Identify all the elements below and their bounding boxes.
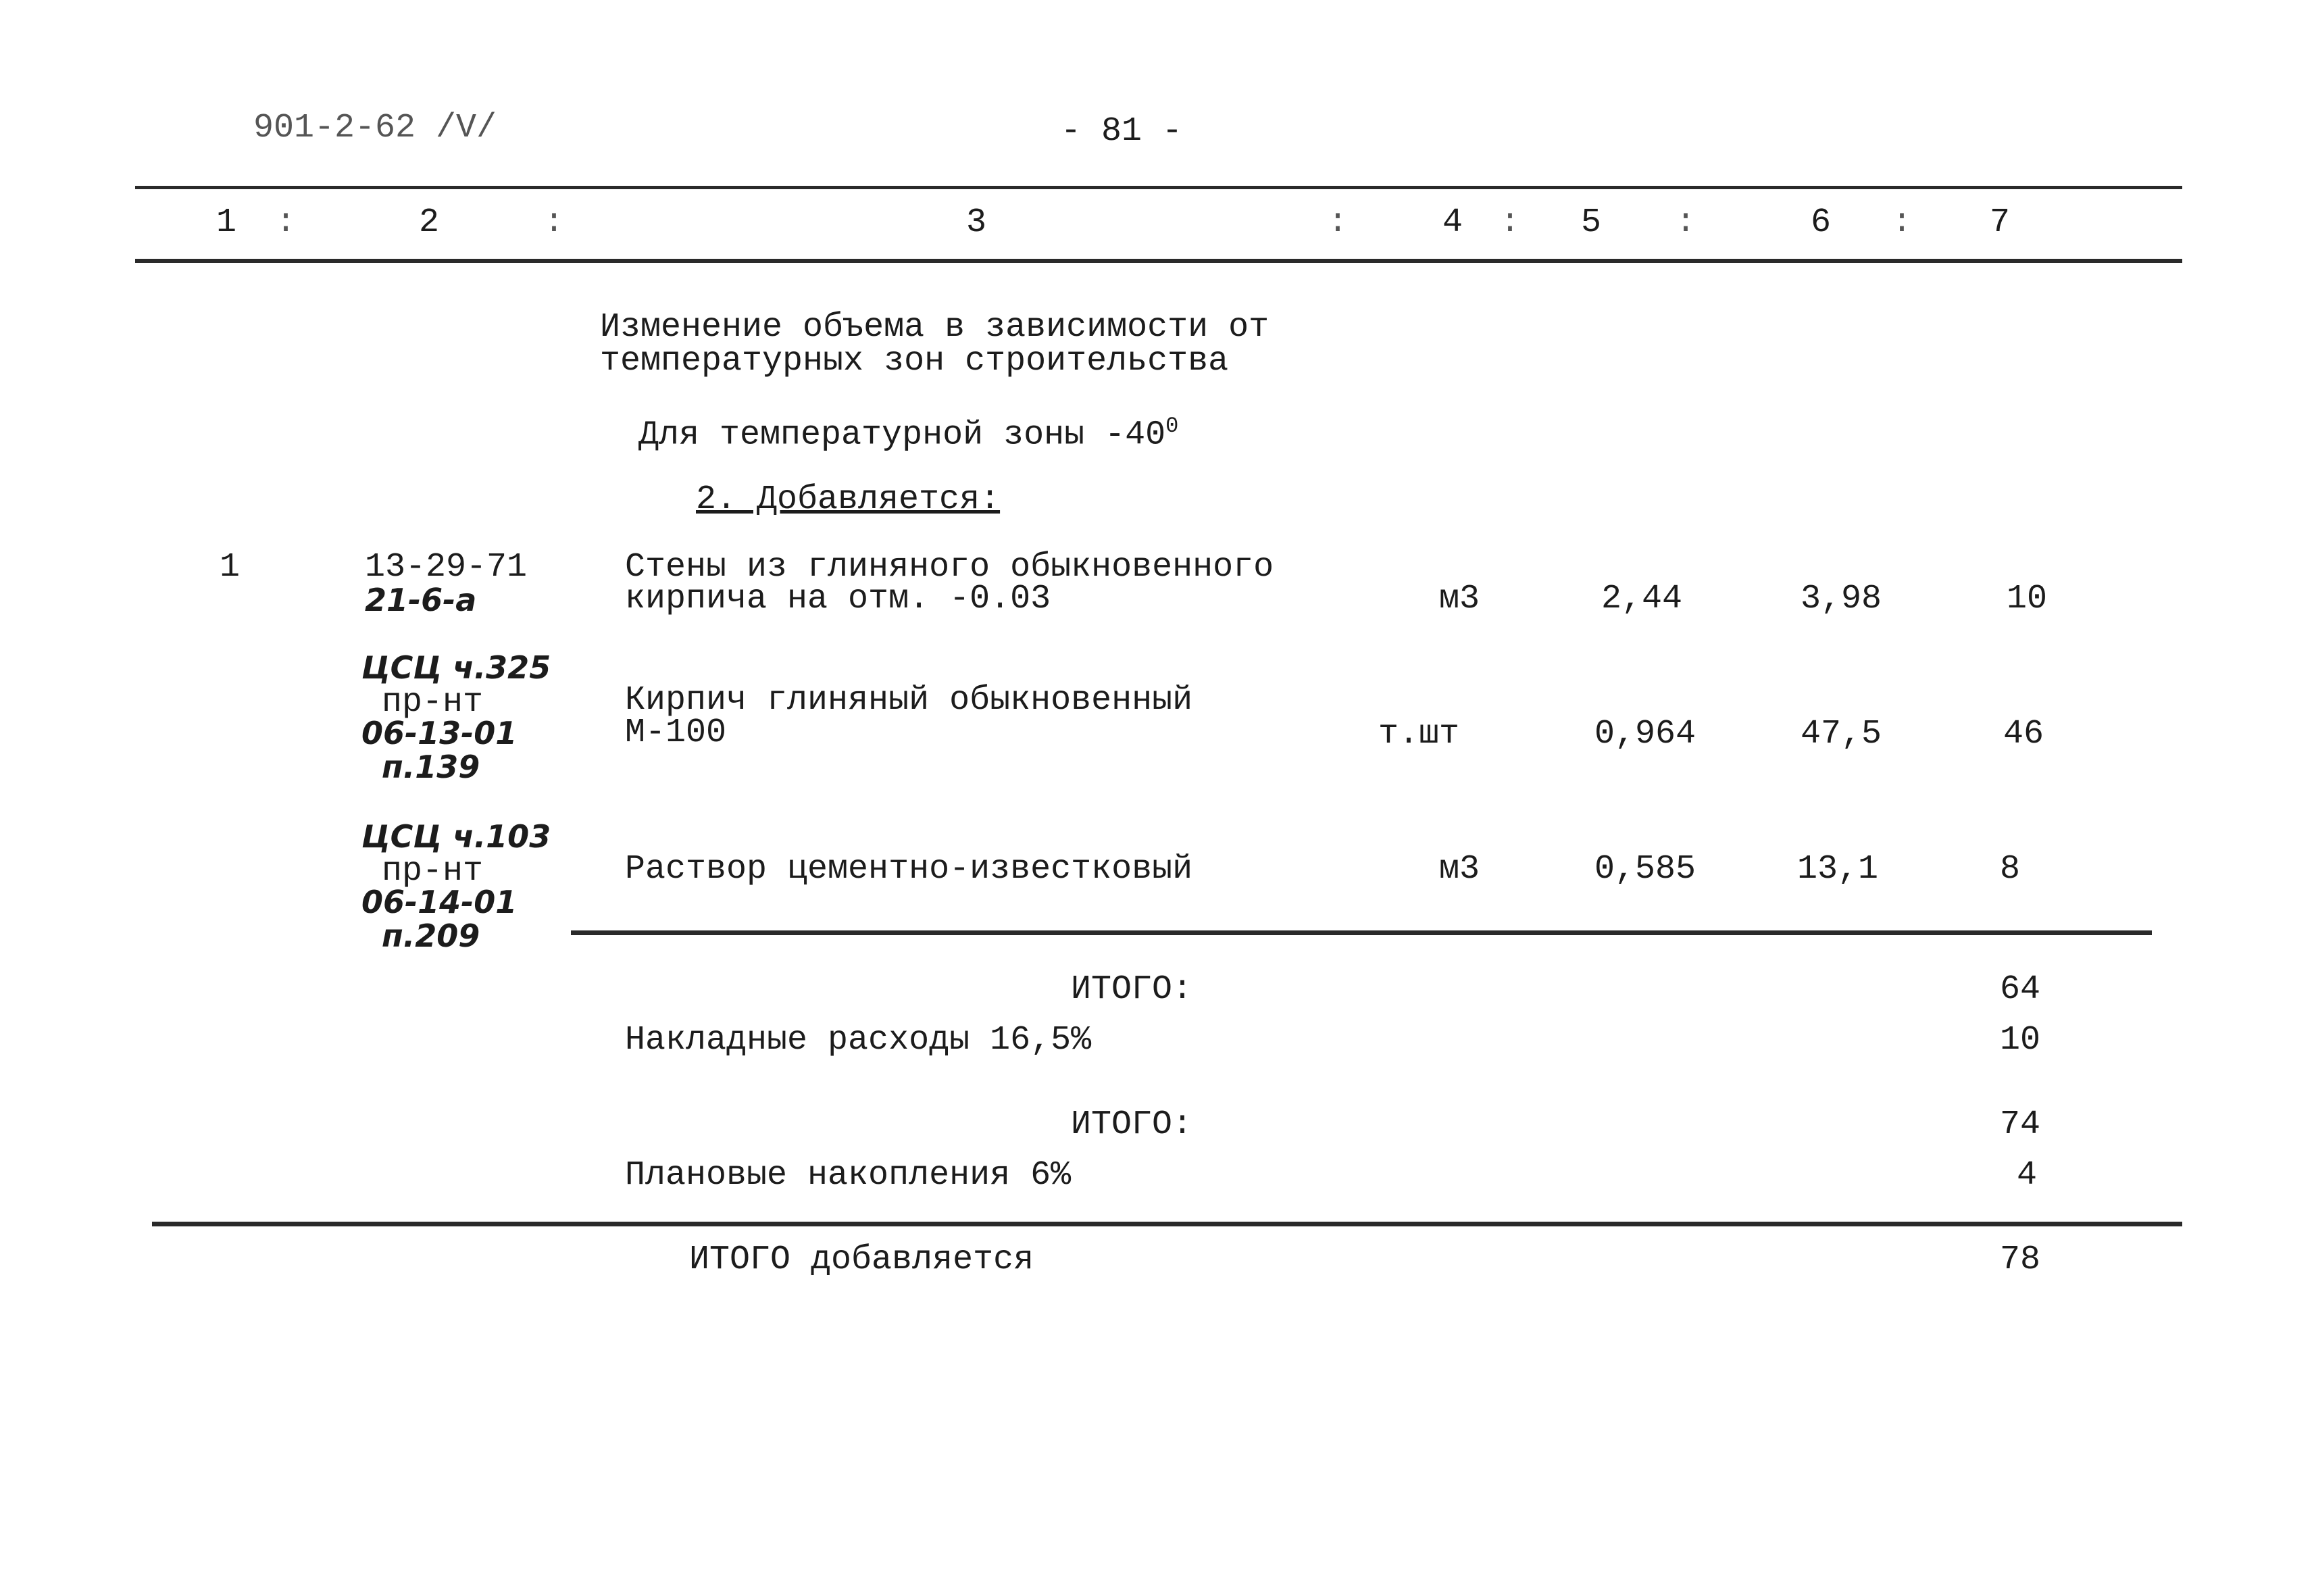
column-separator: : bbox=[1328, 203, 1349, 242]
itogo-label: ИТОГО: bbox=[1071, 970, 1193, 1009]
rate-code-line: п.209 bbox=[382, 918, 480, 954]
rate-code-line: ЦСЦ ч.325 bbox=[361, 649, 551, 686]
temperature-zone-label bbox=[638, 416, 1178, 453]
column-number: 5 bbox=[1581, 203, 1602, 242]
final-total-label: ИТОГО добавляется bbox=[689, 1241, 1034, 1279]
header-bottom-rule bbox=[135, 259, 2182, 263]
column-separator: : bbox=[544, 203, 565, 242]
row-number: 1 bbox=[220, 548, 241, 587]
unit-price-cell: 3,98 bbox=[1801, 580, 1882, 618]
overhead-label: Накладные расходы 16,5% bbox=[625, 1021, 1092, 1059]
column-separator: : bbox=[276, 203, 297, 242]
rate-code-line: 13-29-71 bbox=[365, 548, 528, 587]
quantity-cell: 2,44 bbox=[1601, 580, 1683, 618]
column-separator: : bbox=[1500, 203, 1521, 242]
overhead-value: 10 bbox=[2000, 1021, 2041, 1059]
work-description-line: М-100 bbox=[625, 714, 727, 752]
column-number: 3 bbox=[966, 203, 987, 242]
itogo-value: 64 bbox=[2000, 970, 2041, 1009]
rate-code-line: 06-13-01 bbox=[361, 715, 518, 751]
unit-price-cell: 47,5 bbox=[1801, 715, 1882, 753]
quantity-cell: 0,964 bbox=[1594, 715, 1696, 753]
column-separator: : bbox=[1676, 203, 1696, 242]
section-title-line-1: Изменение объема в зависимости от bbox=[600, 308, 1269, 347]
page-number: - 81 - bbox=[1061, 112, 1183, 151]
work-description-line: кирпича на отм. -0.03 bbox=[625, 580, 1051, 618]
column-separator: : bbox=[1892, 203, 1913, 242]
document-code: 901-2-62 /V/ bbox=[253, 109, 497, 147]
rate-code-line: п.139 bbox=[382, 749, 480, 785]
final-total-value: 78 bbox=[2000, 1241, 2041, 1279]
unit-cell: м3 bbox=[1439, 580, 1480, 618]
quantity-cell: 0,585 bbox=[1594, 850, 1696, 889]
table-body-rule bbox=[571, 930, 2152, 935]
work-description-line: Раствор цементно-известковый bbox=[625, 850, 1193, 889]
total-cell: 10 bbox=[2007, 580, 2048, 618]
top-rule bbox=[135, 186, 2182, 189]
degree-superscript: 0 bbox=[1165, 414, 1179, 439]
itogo-label: ИТОГО: bbox=[1071, 1105, 1193, 1144]
unit-price-cell: 13,1 bbox=[1797, 850, 1879, 889]
unit-cell: м3 bbox=[1439, 850, 1480, 889]
rate-code-line: ЦСЦ ч.103 bbox=[361, 818, 551, 855]
column-number: 2 bbox=[419, 203, 440, 242]
column-number: 6 bbox=[1811, 203, 1832, 242]
work-description-line: Стены из глиняного обыкновенного bbox=[625, 548, 1274, 587]
column-number: 1 bbox=[216, 203, 237, 242]
planned-savings-value: 4 bbox=[2017, 1156, 2038, 1195]
temperature-zone-text: Для температурной зоны -40 bbox=[638, 416, 1166, 455]
summary-rule bbox=[152, 1222, 2182, 1226]
total-cell: 46 bbox=[2003, 715, 2044, 753]
section-title-line-2: температурных зон строительства bbox=[600, 342, 1229, 380]
rate-code-line: 21-6-а bbox=[365, 582, 477, 618]
rate-code-line: 06-14-01 bbox=[361, 884, 518, 920]
total-cell: 8 bbox=[2000, 850, 2021, 889]
column-number: 7 bbox=[1990, 203, 2011, 242]
planned-savings-label: Плановые накопления 6% bbox=[625, 1156, 1072, 1195]
section-subtitle: 2. Добавляется: bbox=[696, 480, 1001, 519]
column-number: 4 bbox=[1442, 203, 1463, 242]
work-description-line: Кирпич глиняный обыкновенный bbox=[625, 681, 1193, 720]
rate-code-line: пр-нт bbox=[382, 683, 484, 722]
rate-code-line: пр-нт bbox=[382, 852, 484, 891]
unit-cell: т.шт bbox=[1378, 715, 1460, 753]
itogo-value: 74 bbox=[2000, 1105, 2041, 1144]
